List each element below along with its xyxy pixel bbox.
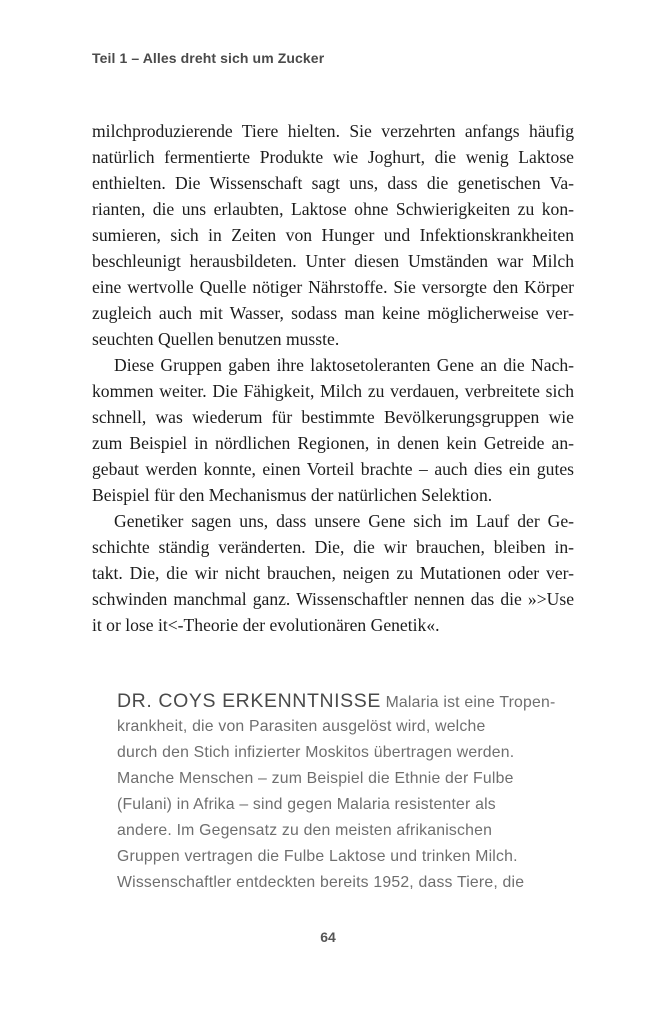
body-line: kommen weiter. Die Fähigkeit, Milch zu verdauen, verbreitete sich: [92, 381, 574, 401]
box-line: andere. Im Gegensatz zu den meisten afrikanischen: [117, 822, 493, 839]
box-line: Gruppen vertragen die Fulbe Laktose und trinken Milch.: [117, 848, 518, 865]
body-line: schwinden manchmal ganz. Wissenschaftler nennen das die »>Use: [92, 589, 574, 609]
body-text: [92, 118, 574, 638]
body-line: Diese Gruppen gaben ihre laktosetoleranten Gene an die Nach-: [114, 355, 574, 375]
body-line: beschleunigt herausbildeten. Unter diesen Umständen war Milch: [92, 251, 574, 271]
body-line: Genetiker sagen uns, dass unsere Gene sich im Lauf der Ge-: [114, 511, 574, 531]
box-line: Wissenschaftler entdeckten bereits 1952, dass Tiere, die: [117, 874, 525, 891]
info-box: [117, 688, 556, 896]
body-line: takt. Die, die wir nicht brauchen, neigen zu Mutationen oder ver-: [92, 563, 574, 583]
body-line: natürlich fermentierte Produkte wie Joghurt, die wenig Laktose: [92, 147, 574, 167]
body-line: gebaut werden konnte, einen Vorteil brachte – auch dies ein gutes: [92, 459, 574, 479]
body-line: eine wertvolle Quelle nötiger Nährstoffe. Sie versorgte den Körper: [92, 277, 574, 297]
box-line-text: Malaria ist eine Tropen-: [385, 694, 556, 711]
box-line: durch den Stich infizierter Moskitos übertragen werden.: [117, 744, 515, 761]
box-heading: DR. COYS ERKENNTNISSE: [117, 690, 381, 712]
body-line: enthielten. Die Wissenschaft sagt uns, dass die genetischen Va-: [92, 173, 574, 193]
body-line: seuchten Quellen benutzen musste.: [92, 329, 340, 349]
box-line: Manche Menschen – zum Beispiel die Ethnie der Fulbe: [117, 770, 514, 787]
body-line: sumieren, sich in Zeiten von Hunger und Infektionskrankheiten: [92, 225, 574, 245]
body-line: schichte ständig veränderten. Die, die wir brauchen, bleiben in-: [92, 537, 574, 557]
body-line: schnell, was wiederum für bestimmte Bevölkerungsgruppen wie: [92, 407, 574, 427]
body-line: zugleich auch mit Wasser, sodass man keine möglicherweise ver-: [92, 303, 574, 323]
running-head: Teil 1 – Alles dreht sich um Zucker: [92, 50, 325, 66]
box-line: (Fulani) in Afrika – sind gegen Malaria resistenter als: [117, 796, 496, 813]
body-line: it or lose it<-Theorie der evolutionären Genetik«.: [92, 615, 440, 635]
box-line: [117, 688, 556, 714]
box-line: krankheit, die von Parasiten ausgelöst wird, welche: [117, 718, 486, 735]
body-line: Beispiel für den Mechanismus der natürlichen Selektion.: [92, 485, 493, 505]
body-line: milchproduzierende Tiere hielten. Sie verzehrten anfangs häufig: [92, 121, 574, 141]
body-line: rianten, die uns erlaubten, Laktose ohne Schwierigkeiten zu kon-: [92, 199, 574, 219]
page-number: 64: [320, 929, 336, 945]
body-line: zum Beispiel in nördlichen Regionen, in denen kein Getreide an-: [92, 433, 574, 453]
